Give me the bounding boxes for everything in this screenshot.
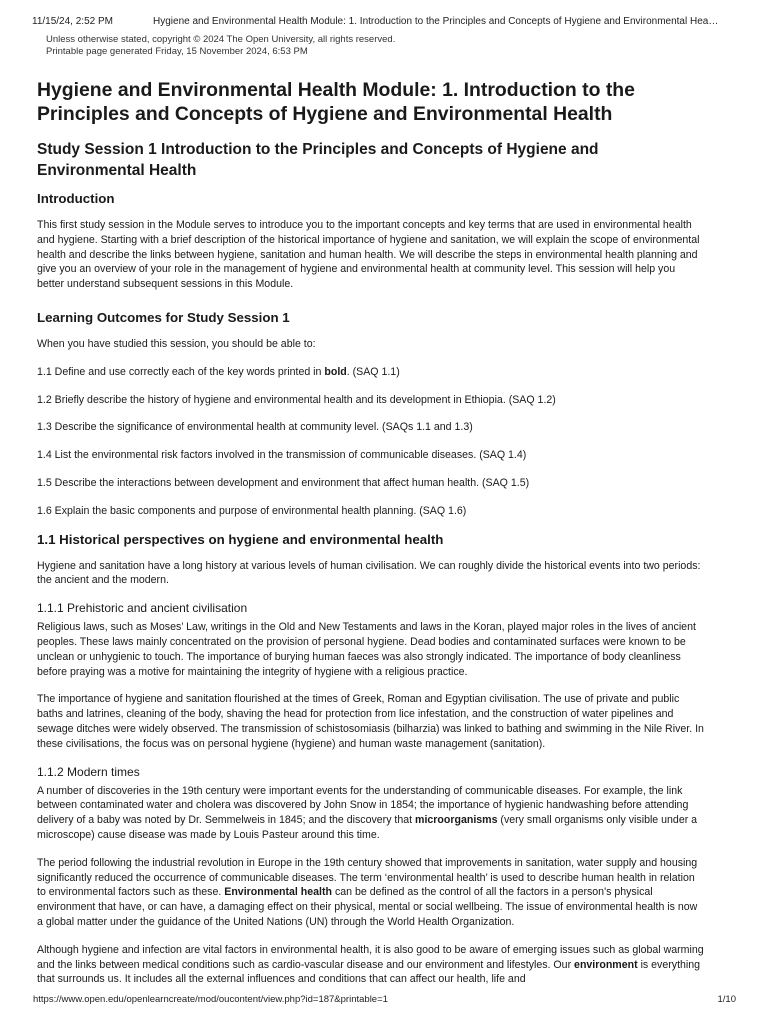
outcome-item: 1.3 Describe the significance of environmental health at community level. (SAQs 1.1 and 1.3) xyxy=(37,421,473,434)
outcome-bold-word: bold xyxy=(324,365,347,378)
print-header-title: Hygiene and Environmental Health Module: 1. Introduction to the Principles and Concepts of Hygiene and Environmental Hea… xyxy=(153,16,719,27)
learning-outcomes-heading: Learning Outcomes for Study Session 1 xyxy=(37,309,290,325)
paragraph-text: The period following the industrial revolution in Europe in the 19th century showed that improvements in sanitation, water supply and housing significantly reduced the occurrence of communicable diseases. The term ‘environmental health’ is used to describe human health in relation to environmental factors such as these. xyxy=(37,856,698,899)
section-1-1-heading: 1.1 Historical perspectives on hygiene and environmental health xyxy=(37,531,444,547)
section-1-1-2-paragraph xyxy=(37,784,705,843)
section-1-1-1-paragraph: The importance of hygiene and sanitation flourished at the times of Greek, Roman and Egyptian civilisation. The use of private and public baths and latrines, cleaning of the body, shaving the head for protection from lice infestation, and the construction of water pipelines and sewage ditches were widely observed. The transmission of schistosomiasis (bilharzia) was linked to bathing and swimming in the Nile River. In these civilisations, the focus was on personal hygiene (hygiene) and human waste management (sanitation). xyxy=(37,693,704,750)
outcome-item: 1.6 Explain the basic components and purpose of environmental health planning. (SAQ 1.6) xyxy=(37,504,467,517)
outcome-item xyxy=(37,365,705,380)
copyright-notice: Unless otherwise stated, copyright © 2024 The Open University, all rights reserved. xyxy=(46,34,396,45)
outcome-item: 1.5 Describe the interactions between development and environment that affect human health. (SAQ 1.5) xyxy=(37,476,530,489)
paragraph-text: (very small organisms only visible under a microscope) cause disease was made by Louis Pasteur around this time. xyxy=(37,814,698,841)
generated-timestamp: Printable page generated Friday, 15 November 2024, 6:53 PM xyxy=(46,46,308,57)
intro-paragraph: This first study session in the Module serves to introduce you to the important concepts and key terms that are used in environmental health and hygiene. Starting with a brief description of the historical importance of hygiene and sanitation, we will explain the scope of environmental health and describe the links between hygiene, sanitation and human health. We will describe the steps in environmental health planning and give you an overview of your role in the management of hygiene and environmental health at community level. This session will help you better understand subsequent sessions in this Module. xyxy=(37,219,700,291)
outcome-text: 1.1 Define and use correctly each of the key words printed in xyxy=(37,365,325,378)
document-title: Hygiene and Environmental Health Module: 1. Introduction to the Principles and Concepts of Hygiene and Environmental Health xyxy=(37,79,635,125)
paragraph-text: Although hygiene and infection are vital factors in environmental health, it is also good to be aware of emerging issues such as global warming and the links between medical conditions such as cardio-vascular disease and our environment and lifestyles. Our xyxy=(37,943,704,971)
section-1-1-1-paragraph: Religious laws, such as Moses’ Law, writings in the Old and New Testaments and laws in the Koran, played major roles in the lives of ancient peoples. These laws mainly concentrated on the provision of personal hygiene. Dead bodies and contaminated surfaces were known to be unclean or unhygienic to touch. The importance of burying human faeces was also strongly indicated. The importance of body cleanliness before praying was a motive for maintaining the integrity of hygiene with a religious practice. xyxy=(37,621,696,678)
learning-outcomes-lead: When you have studied this session, you should be able to: xyxy=(37,337,316,350)
paragraph-text: A number of discoveries in the 19th century were important events for the understanding of communicable diseases. For example, the link between contaminated water and cholera was discovered by John Snow in 1854; the importance of hygienic handwashing before attending delivery of a baby was noted by Dr. Semmelweis in 1845; and the discovery that xyxy=(37,784,689,827)
learning-outcomes-list xyxy=(37,365,705,519)
key-term: environment xyxy=(574,958,638,971)
section-1-1-2-paragraph xyxy=(37,856,705,930)
key-term: Environmental health xyxy=(224,886,332,899)
section-1-1-2-heading: 1.1.2 Modern times xyxy=(37,764,140,779)
key-term: microorganisms xyxy=(415,814,498,827)
document-body xyxy=(37,79,705,1000)
paragraph-text: can be defined as the control of all the factors in a person's physical environment that have, or can have, a damaging effect on their physical, mental or social wellbeing. The issue of environmental health is now a global matter under the guidance of the United Nations (UN) through the World Health Organization. xyxy=(37,886,698,928)
footer-url: https://www.open.edu/openlearncreate/mod/oucontent/view.php?id=187&printable=1 xyxy=(33,994,388,1005)
outcome-item: 1.4 List the environmental risk factors involved in the transmission of communicable diseases. (SAQ 1.4) xyxy=(37,449,527,462)
page-number: 1/10 xyxy=(717,994,736,1005)
session-title: Study Session 1 Introduction to the Principles and Concepts of Hygiene and Environmental Health xyxy=(37,141,599,179)
section-1-1-2-paragraph xyxy=(37,943,705,987)
section-1-1-paragraph: Hygiene and sanitation have a long history at various levels of human civilisation. We can roughly divide the historical events into two periods: the ancient and the modern. xyxy=(37,559,701,587)
section-1-1-1-heading: 1.1.1 Prehistoric and ancient civilisation xyxy=(37,601,248,616)
intro-heading: Introduction xyxy=(37,191,115,206)
print-datetime: 11/15/24, 2:52 PM xyxy=(32,16,113,27)
outcome-item: 1.2 Briefly describe the history of hygiene and environmental health and its development in Ethiopia. (SAQ 1.2) xyxy=(37,393,556,406)
paragraph-text: is everything that surrounds us. It includes all the external influences and conditions that can affect our health, life and xyxy=(37,958,701,986)
outcome-ref: . (SAQ 1.1) xyxy=(346,365,400,378)
